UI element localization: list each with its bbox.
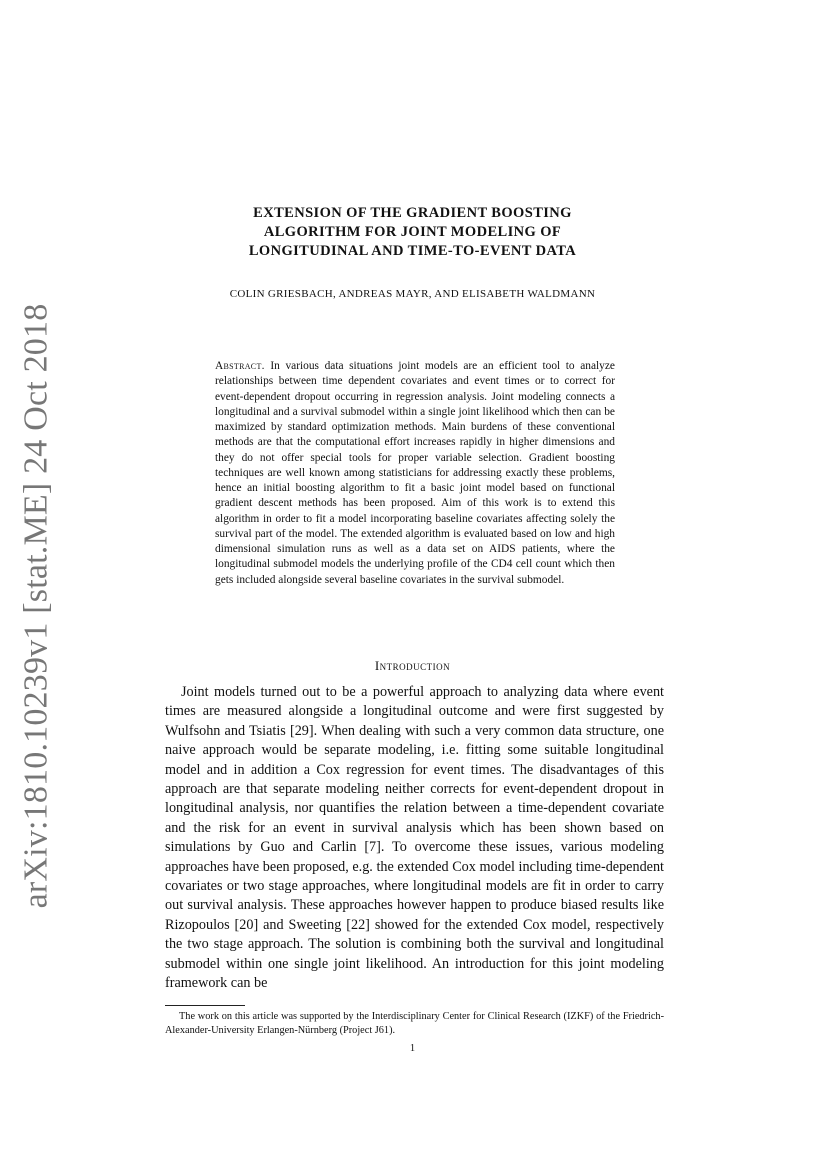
introduction-heading: Introduction: [374, 658, 451, 673]
page-number: 1: [409, 1043, 416, 1054]
introduction-paragraph: Joint models turned out to be a powerful approach to analyzing data where event times are measured alongside a longitudinal outcome and were first suggested by Wulfsohn and Tsiatis [29]. When dealing with such a very common data structure, one naive approach would be separate modeling, i.e. fitting some suitable longitudinal model and in addition a Cox regression for event times. The disadvantages of this approach are that separate modeling neither corrects for event-dependent dropout in longitudinal analysis, nor quantifies the relation between a time-dependent covariate and the risk for an event in survival analysis which has been shown based on simulations by Guo and Carlin [7]. To overcome these issues, various modeling approaches have been proposed, e.g. the extended Cox model including time-dependent covariates or two stage approaches, where longitudinal models are fit in order to carry out survival analysis. These approaches however happen to produce biased results like Rizopoulos [20] and Sweeting [22] showed for the extended Cox model, respectively the two stage approach. The solution is combining both the survival and longitudinal submodel within one single joint likelihood. An introduction for this joint modeling framework can be: [165, 684, 664, 992]
funding-footnote: The work on this article was supported by the Interdisciplinary Center for Clinical Research (IZKF) of the Friedrich-Alexander-University Erlangen-Nürnberg (Project J61).: [165, 1011, 664, 1036]
arxiv-identifier-text: arXiv:1810.10239v1 [stat.ME] 24 Oct 2018: [17, 303, 54, 908]
arxiv-identifier-stamp: [6, 303, 66, 908]
paper-authors: COLIN GRIESBACH, ANDREAS MAYR, AND ELISABETH WALDMANN: [229, 288, 596, 300]
title-line: EXTENSION OF THE GRADIENT BOOSTING: [253, 205, 572, 221]
title-line: LONGITUDINAL AND TIME-TO-EVENT DATA: [248, 243, 577, 259]
abstract-label: Abstract.: [215, 360, 265, 372]
abstract-text: In various data situations joint models are an efficient tool to analyze relationships between time dependent covariates and event times or to correct for event-dependent dropout occurring in regression analysis. Joint modeling connects a longitudinal and a survival submodel within a single joint likelihood which then can be maximized by standard optimization methods. Main burdens of these conventional methods are that the computational effort increases rapidly in higher dimensions and they do not offer special tools for proper variable selection. Gradient boosting techniques are well known among statisticians for addressing exactly these problems, hence an initial boosting algorithm to fit a basic joint model based on functional gradient descent methods has been proposed. Aim of this work is to extend this algorithm in order to fit a model incorporating baseline covariates affecting solely the survival part of the model. The extended algorithm is evaluated based on low and high dimensional simulation runs as well as a data set on AIDS patients, where the longitudinal submodel models the underlying profile of the CD4 cell count which then gets included alongside several baseline covariates in the survival submodel.: [215, 360, 615, 586]
paper-title: [160, 204, 665, 261]
footnote-divider: [165, 1005, 245, 1006]
abstract: [215, 359, 615, 588]
title-line: ALGORITHM FOR JOINT MODELING OF: [263, 224, 562, 240]
